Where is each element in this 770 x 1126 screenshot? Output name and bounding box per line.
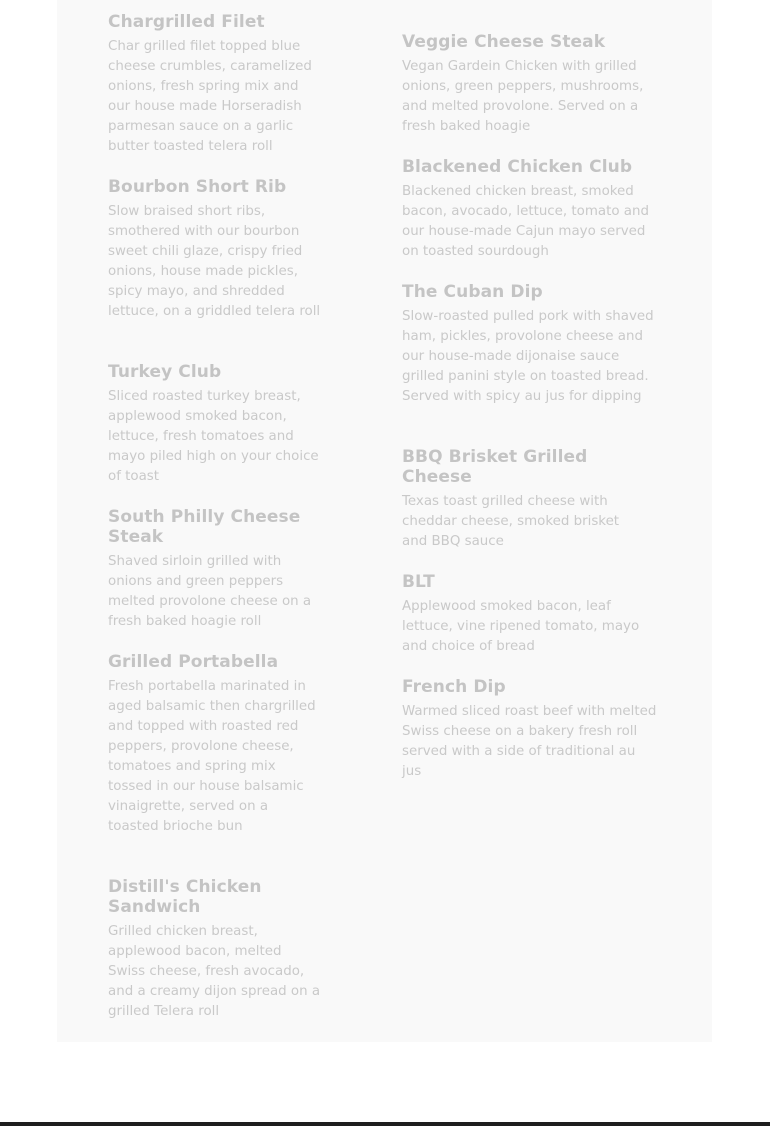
menu-item-name: Turkey Club xyxy=(108,362,222,382)
menu-item xyxy=(402,282,657,407)
menu-item-name: Blackened Chicken Club xyxy=(402,157,633,177)
menu-item-name: The Cuban Dip xyxy=(402,282,543,302)
menu-item-name: Veggie Cheese Steak xyxy=(402,32,606,52)
menu-item-description: Char grilled filet topped blue cheese crumbles, caramelized onions, fresh spring mix and our house made Horseradish parmesan sauce on a garlic butter toasted telera roll xyxy=(108,39,312,154)
menu-item-name: Grilled Portabella xyxy=(108,652,279,672)
menu-item-description: Texas toast grilled cheese with cheddar cheese, smoked brisket and BBQ sauce xyxy=(402,494,620,549)
menu-item-name: Bourbon Short Rib xyxy=(108,177,287,197)
menu-item-name: BLT xyxy=(402,572,435,592)
menu-item-name: BBQ Brisket Grilled Cheese xyxy=(402,447,588,487)
menu-item xyxy=(108,652,322,837)
footer-divider xyxy=(0,1122,770,1126)
menu-item-description: Blackened chicken breast, smoked bacon, avocado, lettuce, tomato and our house-made Cajun mayo served on toasted sourdough xyxy=(402,184,650,259)
menu-item-name: Chargrilled Filet xyxy=(108,12,265,32)
menu-item-description: Fresh portabella marinated in aged balsamic then chargrilled and topped with roasted red peppers, provolone cheese, tomatoes and spring mix tossed in our house balsamic vinaigrette, served on a toasted brioche bun xyxy=(108,679,316,834)
menu-item xyxy=(108,507,322,632)
menu-item xyxy=(108,177,322,322)
menu-item xyxy=(108,362,322,487)
menu-item xyxy=(402,157,657,262)
menu-item-description: Slow-roasted pulled pork with shaved ham, pickles, provolone cheese and our house-made dijonaise sauce grilled panini style on toasted bread. Served with spicy au jus for dipping xyxy=(402,309,654,404)
menu-item-name: South Philly Cheese Steak xyxy=(108,507,301,547)
menu-item-description-fragment xyxy=(402,0,631,4)
menu-item xyxy=(402,572,657,657)
menu-item xyxy=(108,12,322,157)
menu-item-description: Warmed sliced roast beef with melted Swiss cheese on a bakery fresh roll served with a side of traditional au jus xyxy=(402,704,657,779)
menu-item-description: Grilled chicken breast, applewood bacon, melted Swiss cheese, fresh avocado, and a creamy dijon spread on a grilled Telera roll xyxy=(108,924,321,1019)
menu-item xyxy=(402,677,657,782)
menu-item xyxy=(402,32,657,137)
menu-item-description: Vegan Gardein Chicken with grilled onions, green peppers, mushrooms, and melted provolone. Served on a fresh baked hoagie xyxy=(402,59,644,134)
menu-item-description: Shaved sirloin grilled with onions and green peppers melted provolone cheese on a fresh baked hoagie roll xyxy=(108,554,312,629)
menu-item-description: Applewood smoked bacon, leaf lettuce, vine ripened tomato, mayo and choice of bread xyxy=(402,599,640,654)
menu-item-name: Distill's Chicken Sandwich xyxy=(108,877,262,917)
menu-panel xyxy=(57,0,712,1042)
menu-item xyxy=(108,877,322,1022)
menu-item-name: French Dip xyxy=(402,677,506,697)
menu-item xyxy=(402,447,620,552)
menu-item-description: Sliced roasted turkey breast, applewood smoked bacon, lettuce, fresh tomatoes and mayo piled high on your choice of toast xyxy=(108,389,319,484)
menu-item-description: Slow braised short ribs, smothered with our bourbon sweet chili glaze, crispy fried onions, house made pickles, spicy mayo, and shredded lettuce, on a griddled telera roll xyxy=(108,204,321,319)
